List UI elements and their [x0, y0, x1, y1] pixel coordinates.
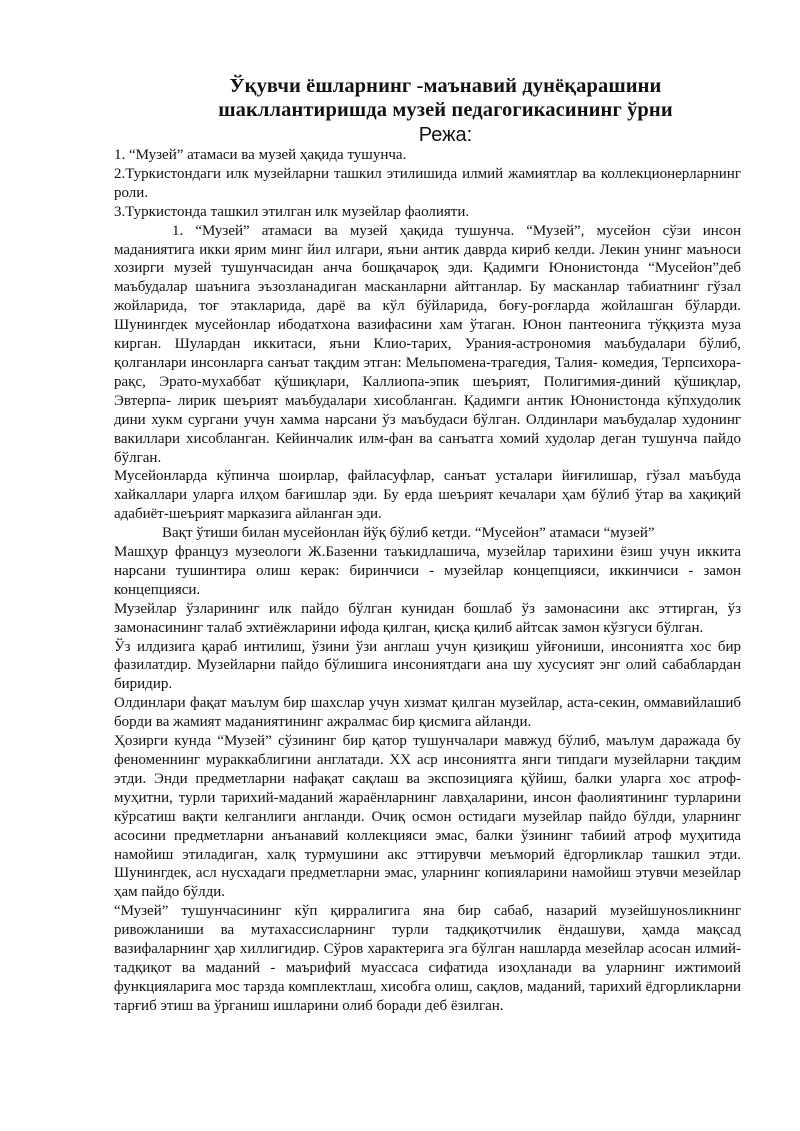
paragraph: Вақт ўтиши билан мусейонлан йўқ бўлиб кетди. “Мусейон” атамаси “музей”	[162, 525, 655, 542]
document-title	[114, 74, 741, 122]
title-line-1: Ўқувчи ёшларнинг -маънавий дунёқарашини	[229, 75, 662, 97]
paragraph: Ҳозирги кунда “Музей” сўзининг бир қатор тушунчалари мавжуд бўлиб, маълум даражада бу феноменнинг мураккаблигини англатади. ХХ аср инсониятга янги типдаги музейларни тақдим этди. Энди предметларни нафақат сақлаш ва экспозицияга қўйиш, балки уларга хос атроф-муҳитни, турли тарихий-маданий жараёнларнинг лавҳаларини, инсон фаолиятининг турларини кўрсатиш вақти келганлиги англанди. Очиқ осмон остидаги музейлар пайдо бўлди, уларнинг асосини предметларни анъанавий коллекцияси эмас, балки ўзининг табиий атроф муҳитида намойиш этиладиган, халқ турмушини акс эттирувчи меъморий ёдгорликлар ташкил этди. Шунингдек, асл нусхадаги предметларни эмас, уларнинг копияларини намойиш этувчи мезейлар ҳам пайдо бўлди.	[114, 733, 741, 901]
paragraph: Мусейонларда кўпинча шоирлар, файласуфлар, санъат усталари йиғилишар, гўзал маъбуда хайкаллари уларга илҳом бағишлар эди. Бу ерда шеърият кечалари ҳам бўлиб ўтар ва хақиқий адабиёт-шеърият марказига айланган эди.	[114, 468, 741, 523]
document-page	[114, 74, 741, 1016]
plan-item-3: 3.Туркистонда ташкил этилган илк музейлар фаолияти.	[114, 203, 470, 220]
plan-list	[114, 146, 741, 222]
paragraph: Олдинлари фақат маълум бир шахслар учун хизмат қилган музейлар, аста-секин, оммавийлашиб борди ва жамият маданиятининг ажралмас бир қисмига айланди.	[114, 695, 741, 731]
paragraph: “Музей” тушунчасининг кўп қирралигига яна бир сабаб, назарий музейшунosликнинг ривожланиши ва мутахассисларнинг турли тадқиқотчилик ёндашуви, ҳамда мақсад вазифаларнинг ҳар хиллигидир. Сўров характерига эга бўлган нашларда мезейлар асосан илмий-тадқиқот ва маданий - маърифий муассаса сифатида изоҳланади ва уларнинг ижтимоий функцияларига мос тарзда комплектлаш, хисобга олиш, сақлов, маданий, тарихий ёдгорликларни тарғиб этиш ва ўрганиш ишларини олиб боради деб ёзилган.	[114, 903, 741, 1014]
title-line-2: шакллантиришда музей педагогикасининг ўрни	[218, 99, 673, 121]
paragraph: Машҳур француз музеологи Ж.Базенни таъкидлашича, музейлар тарихини ёзиш учун иккита нарсани тушинтира олиш керак: биринчиси - музейлар концепцияси, иккинчиси - замон концепцияси.	[114, 544, 741, 598]
paragraph: Музейлар ўзларининг илк пайдо бўлган кунидан бошлаб ўз замонасини акс эттирган, ўз замонасининг талаб эхтиёжларини ифода қилган, қисқа қилиб айтсак замон кўзгуси бўлган.	[114, 600, 741, 636]
plan-item-2: 2.Туркистондаги илк музейларни ташкил этилишида илмий жамиятлар ва коллекционерларнинг роли.	[114, 165, 741, 201]
plan-heading: Режа:	[418, 124, 473, 146]
body-text	[114, 222, 741, 1016]
paragraph: Ўз илдизига қараб интилиш, ўзини ўзи англаш учун қизиқиш уйғониши, инсониятга хос бир фазилатдир. Музейларни пайдо бўлишига инсониятдаги ана шу хусусият энг олий сабаблардан биридир.	[114, 638, 741, 693]
plan-item-1: 1. “Музей” атамаси ва музей ҳақида тушунча.	[114, 147, 407, 163]
paragraph: 1. “Музей” атамаси ва музей ҳақида тушунча. “Музей”, мусейон сўзи инсон маданиятига икки ярим минг йил илгари, яъни антик даврда кириб келди. Лекин унинг маъноси хозирги музей тушунчасидан анча бошқачароқ эди. Қадимги Юнонистонда “Мусейон”деб маъбудалар шаънига эъзозланадиган масканларни айтганлар. Бу масканлар табиатнинг гўзал жойларида, тоғ этакларида, дарё ва кўл бўйларида, боғу-роғларда жойлашган бўларди. Шунингдек мусейонлар ибодатхона вазифасини хам ўтаган. Юнон пантеонига тўққизта муза кирган. Шулардан иккитаси, яъни Клио-тарих, Урания-астрономия маъбудалари бўлиб, қолганлари инсонларга санъат тақдим этган: Мельпомена-трагедия, Талия- комедия, Терпсихора-рақс, Эрато-мухаббат қўшиқлари, Каллиопа-эпик шеърият, Полигимия-диний қўшиқлар, Эвтерпа- лирик шеърият маъбудалари хисобланган. Қадимги антик Юнонистонда кўпхудолик дини хукм сургани учун хамма нарсани ўз маъбудаси бўлган. Олдинлари маъбудалар худонинг вакиллари хисобланган. Кейинчалик илм-фан ва санъатга хомий худолар деган тушунча пайдо бўлган.	[114, 222, 741, 466]
